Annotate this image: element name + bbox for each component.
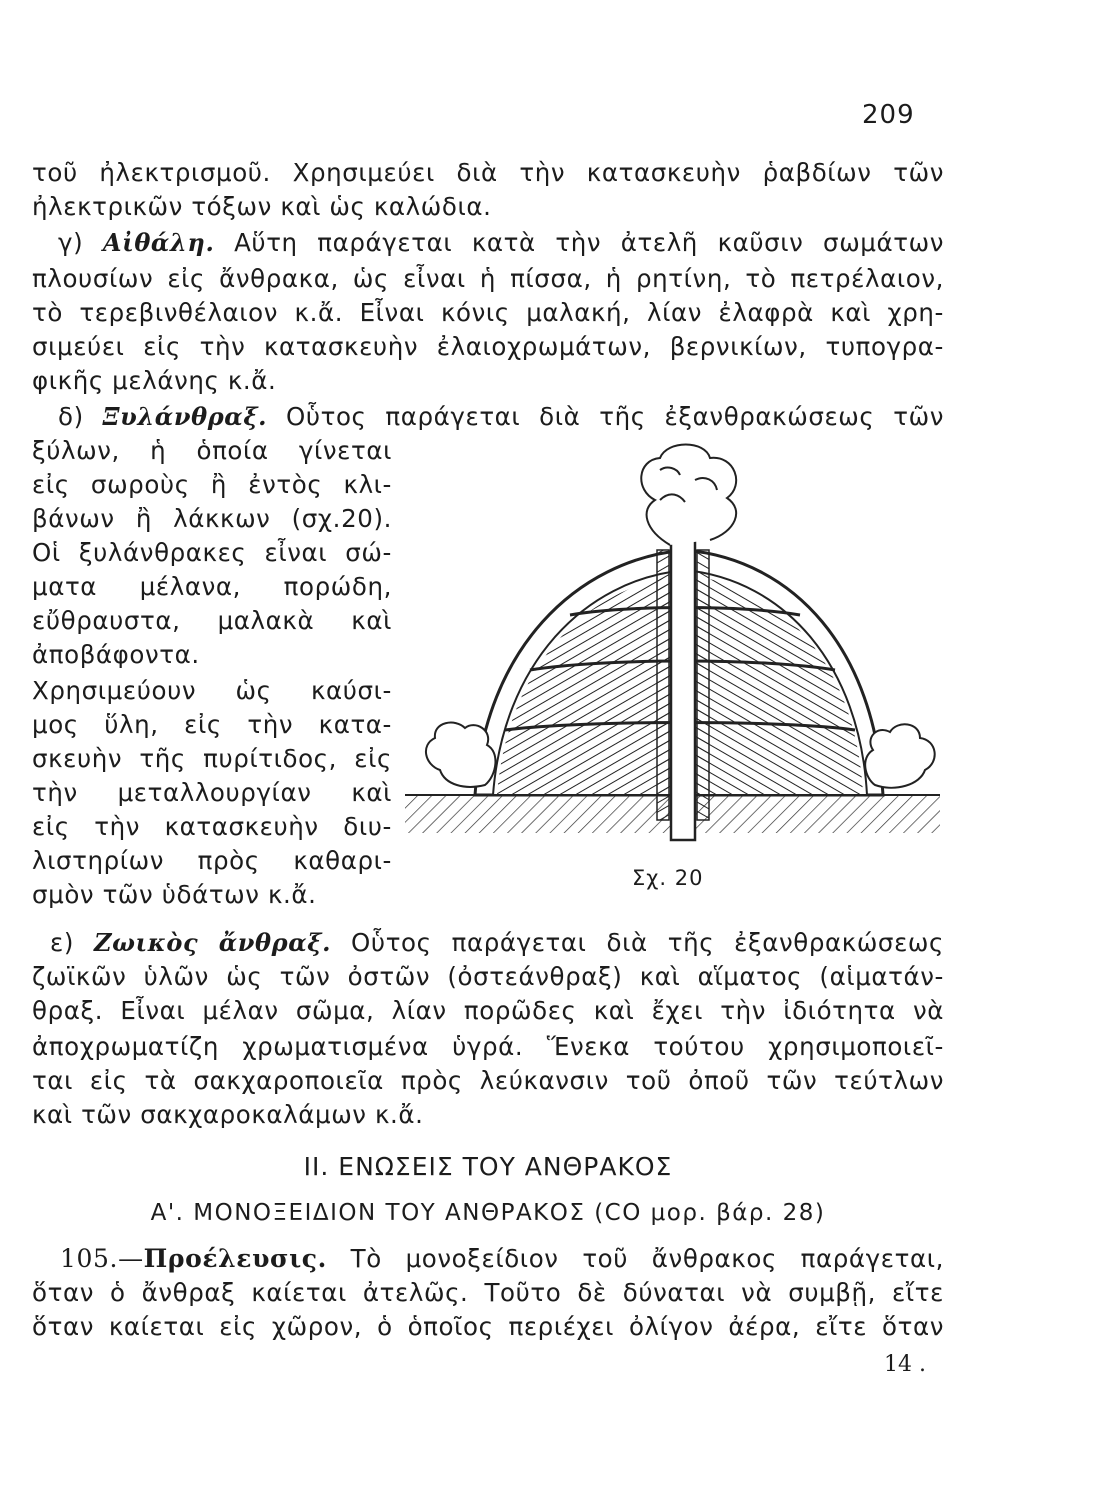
narrow-text-line: ἀποβάφοντα. (32, 640, 200, 669)
narrow-text-line: εὔθραυστα, μαλακὰ καὶ (32, 606, 392, 635)
narrow-text-line: βάνων ἢ λάκκων (σχ.20). (32, 504, 392, 533)
text-line: ὅταν καίεται εἰς χῶρον, ὁ ὁποῖος περιέχει ὀλίγον ἀέρα, εἴτε ὅταν (32, 1312, 944, 1341)
smoke-right (865, 724, 935, 787)
paragraph-105-first-line: 105.—Προέλευσις. Τὸ μονοξείδιον τοῦ ἄνθρακος παράγεται, (60, 1244, 944, 1273)
central-chimney (671, 540, 695, 840)
narrow-text-line: ματα μέλανα, πορώδη, (32, 572, 392, 601)
text-line: τοῦ ἠλεκτρισμοῦ. Χρησιμεύει διὰ τὴν κατασκευὴν ῥαβδίων τῶν (32, 158, 944, 187)
narrow-text-line: τὴν μεταλλουργίαν καὶ (32, 778, 392, 807)
text-line: καὶ τῶν σακχαροκαλάμων κ.ἄ. (32, 1100, 424, 1129)
figure-caption: Σχ. 20 (632, 866, 704, 890)
narrow-text-line: ξύλων, ἡ ὁποία γίνεται (32, 436, 392, 465)
text-line: πλουσίων εἰς ἄνθρακα, ὡς εἶναι ἡ πίσσα, ἡ ρητίνη, τὸ πετρέλαιον, (32, 264, 944, 293)
text-line: φικῆς μελάνης κ.ἄ. (32, 366, 277, 395)
narrow-text-line: Χρησιμεύουν ὡς καύσι- (32, 676, 392, 705)
text-line: τὸ τερεβινθέλαιον κ.ἄ. Εἶναι κόνις μαλακή, λίαν ἐλαφρὰ καὶ χρη- (32, 298, 944, 327)
term-aithali: Αἰθάλη. (102, 228, 215, 257)
charcoal-kiln-illustration (405, 440, 940, 860)
text-line: ζωϊκῶν ὑλῶν ὡς τῶν ὀστῶν (ὀστεάνθραξ) καὶ αἵματος (αἱματάν- (32, 962, 944, 991)
text-line: ἀποχρωματίζη χρωματισμένα ὑγρά. Ἕνεκα τούτου χρησιμοποιεῖ- (32, 1032, 944, 1061)
text-line-zoikos: ε) Ζωικὸς ἄνθραξ. Οὗτος παράγεται διὰ τῆς ἐξανθρακώσεως (50, 928, 945, 957)
narrow-text-line: Οἱ ξυλάνθρακες εἶναι σώ- (32, 538, 392, 567)
page-number: 209 (862, 100, 915, 130)
paragraph-number: 105.— (60, 1244, 144, 1273)
smoke-left (426, 723, 496, 787)
narrow-text-line: σκευὴν τῆς πυρίτιδος, εἰς (32, 744, 392, 773)
signature-mark: 14 . (884, 1352, 926, 1377)
text-line: σιμεύει εἰς τὴν κατασκευὴν ἐλαιοχρωμάτων, βερνικίων, τυπογρα- (32, 332, 944, 361)
smoke-plume (641, 445, 736, 546)
subsection-heading: Α'. ΜΟΝΟΞΕΙΔΙΟΝ ΤΟΥ ΑΝΘΡΑΚΟΣ (CO μορ. βάρ. 28) (150, 1200, 826, 1226)
section-heading: ΙΙ. ΕΝΩΣΕΙΣ ΤΟΥ ΑΝΘΡΑΚΟΣ (303, 1152, 673, 1181)
text-line-xylanthrax: δ) Ξυλάνθραξ. Οὗτος παράγεται διὰ τῆς ἐξανθρακώσεως τῶν (58, 402, 945, 431)
narrow-text-line: μος ὕλη, εἰς τὴν κατα- (32, 710, 392, 739)
term-xylanthrax: Ξυλάνθραξ. (102, 402, 268, 431)
text-line-aithali: γ) Αἰθάλη. Αὕτη παράγεται κατὰ τὴν ἀτελῆ καῦσιν σωμάτων (58, 228, 944, 257)
text-line: ται εἰς τὰ σακχαροποιεῖα πρὸς λεύκανσιν τοῦ ὀποῦ τῶν τεύτλων (32, 1066, 944, 1095)
narrow-text-line: εἰς τὴν κατασκευὴν διυ- (32, 812, 392, 841)
text-line: ἠλεκτρικῶν τόξων καὶ ὡς καλώδια. (32, 192, 492, 221)
paragraph-title: Προέλευσις. (143, 1244, 327, 1273)
narrow-text-line: σμὸν τῶν ὑδάτων κ.ἄ. (32, 880, 317, 909)
text-line: θραξ. Εἶναι μέλαν σῶμα, λίαν πορῶδες καὶ ἔχει τὴν ἰδιότητα νὰ (32, 996, 944, 1025)
term-zoikos-anthrax: Ζωικὸς ἄνθραξ. (93, 928, 332, 957)
narrow-text-line: λιστηρίων πρὸς καθαρι- (32, 846, 392, 875)
narrow-text-line: εἰς σωροὺς ἢ ἐντὸς κλι- (32, 470, 392, 499)
text-line: ὅταν ὁ ἄνθραξ καίεται ἀτελῶς. Τοῦτο δὲ δύναται νὰ συμβῇ, εἴτε (32, 1278, 944, 1307)
